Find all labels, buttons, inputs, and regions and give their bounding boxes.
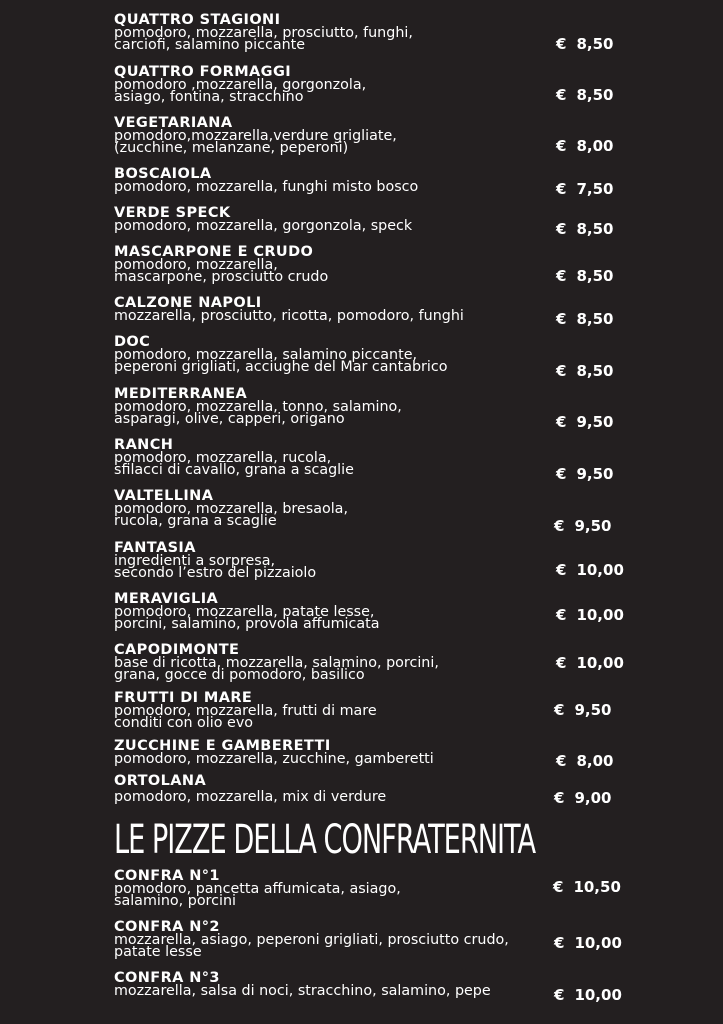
item-price xyxy=(554,701,611,719)
currency-symbol: € xyxy=(553,878,564,896)
item-name: QUATTRO FORMAGGI xyxy=(114,64,292,80)
currency-symbol: € xyxy=(554,789,565,807)
price-value: 8,50 xyxy=(576,267,614,285)
item-name: ORTOLANA xyxy=(114,773,207,789)
price-value: 7,50 xyxy=(576,180,614,198)
item-desc-line: pomodoro, mozzarella, rucola, xyxy=(114,449,332,466)
item-price xyxy=(554,934,622,952)
price-value: 8,50 xyxy=(576,220,614,238)
item-desc-line: pomodoro, pancetta affumicata, asiago, xyxy=(114,880,401,897)
item-desc-line: pomodoro, mozzarella, mix di verdure xyxy=(114,788,387,805)
currency-symbol: € xyxy=(556,267,567,285)
menu-item xyxy=(114,490,554,528)
menu-item xyxy=(114,692,554,730)
item-price xyxy=(556,465,613,483)
item-name: QUATTRO STAGIONI xyxy=(114,12,281,28)
menu-item xyxy=(114,593,554,631)
item-name: BOSCAIOLA xyxy=(114,166,212,182)
menu-item xyxy=(114,66,554,104)
item-desc-line: carciofi, salamino piccante xyxy=(114,37,306,53)
item-desc-line: conditi con olio evo xyxy=(114,715,254,731)
menu-item xyxy=(114,921,554,959)
item-price xyxy=(554,517,611,535)
item-desc-line: porcini, salamino, provola affumicata xyxy=(114,616,380,632)
item-name: CONFRA N°3 xyxy=(114,970,220,986)
item-price xyxy=(556,413,613,431)
item-name: CALZONE NAPOLI xyxy=(114,295,262,311)
currency-symbol: € xyxy=(556,35,567,53)
price-value: 8,00 xyxy=(576,752,614,770)
menu-item xyxy=(114,168,554,193)
price-value: 10,50 xyxy=(573,878,621,896)
item-desc-line: mozzarella, asiago, peperoni grigliati, prosciutto crudo, xyxy=(114,931,509,948)
currency-symbol: € xyxy=(556,310,567,328)
item-desc-line: ingredienti a sorpresa, xyxy=(114,552,276,569)
price-value: 8,50 xyxy=(576,35,614,53)
item-desc-line: pomodoro, mozzarella, gorgonzola, speck xyxy=(114,217,413,234)
currency-symbol: € xyxy=(556,180,567,198)
price-value: 10,00 xyxy=(576,654,624,672)
price-value: 9,50 xyxy=(576,465,614,483)
currency-symbol: € xyxy=(556,220,567,238)
menu-item xyxy=(114,644,554,682)
menu-item xyxy=(114,336,554,374)
item-name: ZUCCHINE E GAMBERETTI xyxy=(114,738,331,754)
currency-symbol: € xyxy=(554,517,565,535)
menu-item xyxy=(114,740,554,765)
item-price xyxy=(556,310,613,328)
currency-symbol: € xyxy=(556,606,567,624)
currency-symbol: € xyxy=(556,752,567,770)
item-name: VERDE SPECK xyxy=(114,205,231,221)
item-desc-line: sfilacci di cavallo, grana a scaglie xyxy=(114,462,354,478)
currency-symbol: € xyxy=(556,86,567,104)
item-price xyxy=(556,362,613,380)
item-desc-line: pomodoro, mozzarella, salamino piccante, xyxy=(114,346,418,363)
currency-symbol: € xyxy=(556,137,567,155)
item-desc-line: grana, gocce di pomodoro, basilico xyxy=(114,667,365,683)
item-name: FANTASIA xyxy=(114,540,196,556)
item-desc-line: mascarpone, prosciutto crudo xyxy=(114,269,329,285)
price-value: 8,50 xyxy=(576,86,614,104)
price-value: 10,00 xyxy=(576,606,624,624)
price-value: 9,00 xyxy=(574,789,612,807)
item-name: MASCARPONE E CRUDO xyxy=(114,244,314,260)
item-desc-line: base di ricotta, mozzarella, salamino, porcini, xyxy=(114,654,439,671)
item-desc-line: pomodoro, mozzarella, patate lesse, xyxy=(114,603,375,620)
item-name: MERAVIGLIA xyxy=(114,591,219,607)
currency-symbol: € xyxy=(554,986,565,1004)
item-name: FRUTTI DI MARE xyxy=(114,690,253,706)
item-name: MEDITERRANEA xyxy=(114,386,248,402)
price-value: 9,50 xyxy=(574,517,612,535)
menu-item xyxy=(114,439,554,477)
menu-item xyxy=(114,117,554,155)
item-price xyxy=(556,267,613,285)
price-value: 8,00 xyxy=(576,137,614,155)
currency-symbol: € xyxy=(556,362,567,380)
item-desc-line: asiago, fontina, stracchino xyxy=(114,89,304,105)
item-desc-line: mozzarella, salsa di noci, stracchino, salamino, pepe xyxy=(114,982,491,999)
item-name: VEGETARIANA xyxy=(114,115,233,131)
item-price xyxy=(556,86,613,104)
menu-item xyxy=(114,775,554,803)
menu-item xyxy=(114,246,554,284)
item-desc-line: mozzarella, prosciutto, ricotta, pomodoro, funghi xyxy=(114,307,464,324)
price-value: 9,50 xyxy=(576,413,614,431)
menu-item xyxy=(114,542,554,580)
item-name: CAPODIMONTE xyxy=(114,642,240,658)
item-name: CONFRA N°2 xyxy=(114,919,220,935)
price-value: 10,00 xyxy=(574,934,622,952)
menu-item xyxy=(114,207,554,232)
item-desc-line: secondo l’estro del pizzaiolo xyxy=(114,565,317,581)
item-price xyxy=(556,137,613,155)
currency-symbol: € xyxy=(556,654,567,672)
item-price xyxy=(554,789,611,807)
item-price xyxy=(554,986,622,1004)
item-desc-line: patate lesse xyxy=(114,944,202,960)
item-name: RANCH xyxy=(114,437,174,453)
item-desc-line: pomodoro, mozzarella, tonno, salamino, xyxy=(114,398,402,415)
item-name: CONFRA N°1 xyxy=(114,868,220,884)
item-desc-line: pomodoro, mozzarella, funghi misto bosco xyxy=(114,178,419,195)
item-price xyxy=(556,180,613,198)
currency-symbol: € xyxy=(556,413,567,431)
item-name: VALTELLINA xyxy=(114,488,214,504)
item-price xyxy=(553,878,621,896)
price-value: 9,50 xyxy=(574,701,612,719)
item-desc-line: pomodoro, mozzarella, xyxy=(114,256,278,273)
menu-item xyxy=(114,972,554,997)
item-desc-line: pomodoro,mozzarella,verdure grigliate, xyxy=(114,127,397,144)
price-value: 8,50 xyxy=(576,362,614,380)
currency-symbol: € xyxy=(556,465,567,483)
item-price xyxy=(556,561,624,579)
item-desc-line: pomodoro, mozzarella, bresaola, xyxy=(114,500,348,517)
item-desc-line: salamino, porcini xyxy=(114,893,236,909)
item-desc-line: pomodoro, mozzarella, frutti di mare xyxy=(114,702,377,719)
menu-item xyxy=(114,388,554,426)
menu-item xyxy=(114,870,554,908)
currency-symbol: € xyxy=(554,701,565,719)
item-desc-line: peperoni grigliati, acciughe del Mar cantabrico xyxy=(114,359,448,375)
item-price xyxy=(556,35,613,53)
currency-symbol: € xyxy=(556,561,567,579)
section-title: LE PIZZE DELLA CONFRATERNITA xyxy=(114,817,536,863)
item-desc-line: pomodoro, mozzarella, prosciutto, funghi, xyxy=(114,24,413,41)
currency-symbol: € xyxy=(554,934,565,952)
item-price xyxy=(556,752,613,770)
item-desc-line: pomodoro ,mozzarella, gorgonzola, xyxy=(114,76,367,93)
item-price xyxy=(556,606,624,624)
item-price xyxy=(556,654,624,672)
price-value: 10,00 xyxy=(574,986,622,1004)
menu-item xyxy=(114,14,554,52)
item-price xyxy=(556,220,613,238)
item-name: DOC xyxy=(114,334,151,350)
item-desc-line: asparagi, olive, capperi, origano xyxy=(114,411,345,427)
price-value: 8,50 xyxy=(576,310,614,328)
item-desc-line: (zucchine, melanzane, peperoni) xyxy=(114,140,349,156)
item-desc-line: rucola, grana a scaglie xyxy=(114,513,277,529)
menu-item xyxy=(114,297,554,322)
price-value: 10,00 xyxy=(576,561,624,579)
item-desc-line: pomodoro, mozzarella, zucchine, gamberetti xyxy=(114,750,434,767)
